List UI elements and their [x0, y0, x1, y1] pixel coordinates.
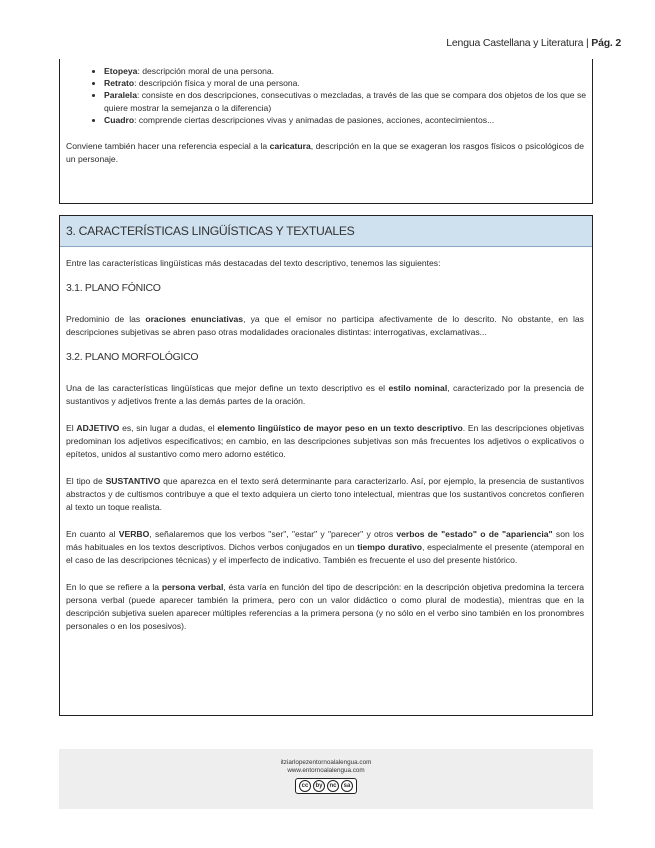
text: , señalaremos que los verbos "ser", "estar" y "parecer" y otros: [149, 529, 397, 539]
text: , especialmente el presente (atemporal en el caso de las descripciones técnicas) y el imperfecto de indicativo. También es frecuente el uso del presente histórico.: [66, 542, 584, 565]
paragraph-fonico: [66, 313, 584, 339]
header-subject: Lengua Castellana y Literatura: [446, 37, 584, 49]
bold-term: ADJETIVO: [76, 423, 120, 433]
list-text: : descripción moral de una persona.: [137, 66, 275, 76]
description-type-list: [60, 65, 592, 126]
text: Predominio de las: [66, 314, 146, 324]
list-term: Paralela: [104, 90, 137, 101]
list-item: [104, 114, 592, 126]
list-item: [104, 89, 592, 113]
cc-icon: cc: [299, 780, 311, 792]
text: , ya que el emisor no participa afectivamente de lo descrito. No obstante, en las descripciones subjetivas se abren paso otras modalidades oracionales distintas: interrogativas, exclamativas...: [66, 314, 584, 337]
text: que aparezca en el texto será determinante para caracterizarlo. Así, por ejemplo, la presencia de sustantivos abstractos y de cultismos contribuye a que el texto adquiera un cierto tono intelectual, mientras que los sustantivos concretos confieren al texto un toque realista.: [66, 476, 584, 512]
list-text: : consiste en dos descripciones, consecutivas o mezcladas, a través de las que se compara dos objetos de los que se quiere mostrar la semejanza o la diferencia): [104, 90, 587, 113]
section-title: 3. CARACTERÍSTICAS LINGÜÍSTICAS Y TEXTUALES: [60, 216, 592, 247]
list-term: Etopeya: [104, 66, 138, 76]
paragraph-persona-verbal: [66, 581, 584, 633]
subheading-fonico: 3.1. PLANO FÓNICO: [66, 282, 161, 294]
bold-term: oraciones enunciativas: [145, 314, 244, 324]
text: . En las descripciones objetivas predominan los adjetivos especificativos; en cambio, en las descripciones subjetivas son más frecuentes los adjetivos o explicativos o epítetos, unidos al sustantivo como mero adorno estético.: [66, 423, 585, 459]
by-icon: by: [313, 780, 325, 792]
caricatura-paragraph: [66, 140, 584, 166]
footer-email[interactable]: itziarlopezentornoalalengua.com: [280, 759, 372, 766]
description-types-box: [59, 59, 593, 204]
list-term: Cuadro: [104, 114, 135, 125]
bold-term: verbos de "estado" o de "apariencia": [396, 529, 553, 539]
bold-term: persona verbal: [161, 582, 224, 592]
footer-website[interactable]: www.entornoalalengua.com: [287, 767, 365, 774]
text: , ésta varía en función del tipo de descripción: en la descripción objetiva predomina la tercera persona verbal (puede aparecer también la primera, pero con un valor didáctico o como plural de modestia), mientras que en la descripción subjetiva suelen aparecer múltiples referencias a la primera persona (y no sólo en el verbo sino también en los pronombres personales o en los posesivos).: [66, 582, 585, 631]
list-text: : comprende ciertas descripciones vivas y animadas de pasiones, acciones, acontecimientos...: [134, 114, 495, 125]
header-separator: |: [583, 37, 592, 49]
text: , descripción en la que se exageran los rasgos físicos o psicológicos de un personaje.: [66, 141, 584, 165]
text: Una de las características lingüísticas que mejor define un texto descriptivo es el: [66, 383, 389, 393]
list-item: [104, 77, 592, 89]
text: es, sin lugar a dudas, el: [119, 423, 218, 433]
paragraph-sustantivo: [66, 475, 584, 514]
page-footer: [59, 749, 593, 809]
page-header: [446, 37, 621, 49]
text: Conviene también hacer una referencia especial a la: [66, 141, 270, 152]
bold-term: SUSTANTIVO: [105, 476, 161, 486]
bold-term: VERBO: [118, 529, 150, 539]
list-text: : descripción física y moral de una persona.: [134, 78, 300, 89]
text: El tipo de: [66, 476, 106, 486]
section-intro: Entre las características lingüísticas más destacadas del texto descriptivo, tenemos las siguientes:: [66, 258, 441, 268]
bold-term: tiempo durativo: [357, 542, 423, 552]
paragraph-adjetivo: [66, 422, 584, 461]
text: En lo que se refiere a la: [66, 582, 162, 592]
subheading-morfologico: 3.2. PLANO MORFOLÓGICO: [66, 351, 199, 363]
nc-icon: nc: [327, 780, 339, 792]
bold-term: elemento lingüístico de mayor peso en un texto descriptivo: [217, 423, 463, 433]
bold-term: caricatura: [269, 141, 311, 152]
text: El: [66, 423, 77, 433]
text: , caracterizado por la presencia de sustantivos y adjetivos frente a las demás partes de la oración.: [66, 383, 585, 406]
header-page: Pág. 2: [591, 37, 621, 49]
sa-icon: sa: [341, 780, 353, 792]
paragraph-verbo: [66, 528, 584, 567]
bold-term: estilo nominal: [388, 383, 448, 393]
text: En cuanto al: [66, 529, 119, 539]
section-box: [59, 215, 593, 716]
creative-commons-badge[interactable]: [295, 778, 357, 794]
list-item: [104, 65, 592, 77]
paragraph-estilo-nominal: [66, 382, 584, 408]
list-term: Retrato: [104, 78, 135, 89]
text: son los más habituales en los textos descriptivos. Dichos verbos conjugados en un: [66, 529, 584, 552]
